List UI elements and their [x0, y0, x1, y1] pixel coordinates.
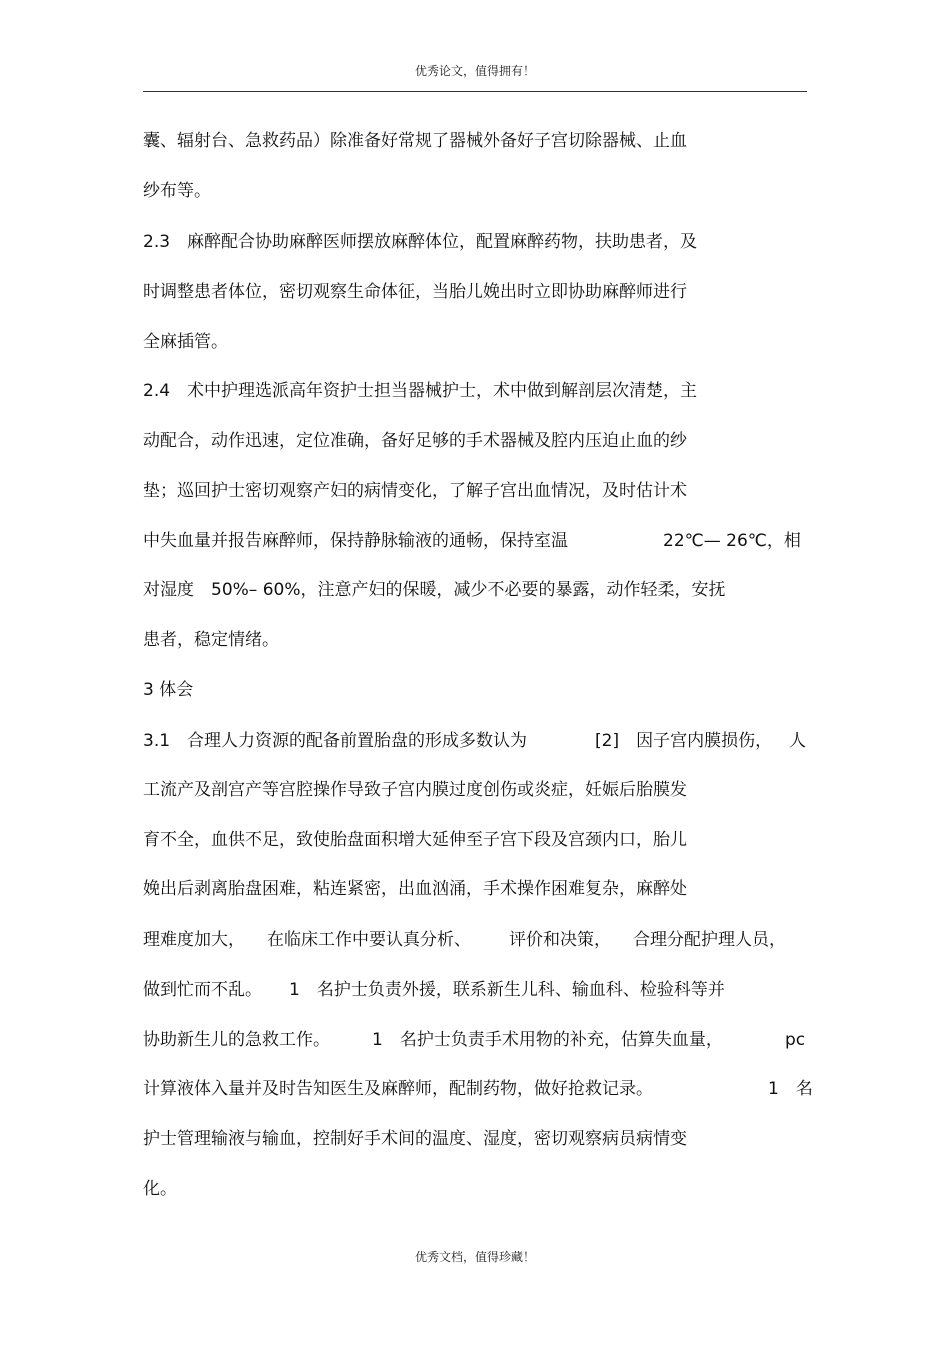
text-segment: 人 [789, 731, 806, 751]
text-segment: 化。 [143, 1179, 177, 1199]
text-segment: 时调整患者体位，密切观察生命体征，当胎儿娩出时立即协助麻醉师进行 [143, 282, 687, 302]
text-segment: 纱布等。 [143, 181, 211, 201]
text-segment: 理难度加大， [143, 930, 245, 950]
text-segment: 1 名护士负责手术用物的补充，估算失血量， [372, 1030, 723, 1050]
text-segment: 中失血量并报告麻醉师，保持静脉输液的通畅，保持室温 [143, 531, 568, 551]
text-segment: 3 体会 [143, 680, 194, 700]
page-footer: 优秀文档，值得珍藏！ [414, 1250, 535, 1264]
text-segment: 1 名护士负责外援，联系新生儿科、输血科、检验科等并 [289, 980, 725, 1000]
text-segment: 对湿度 50%– 60%，注意产妇的保暖，减少不必要的暴露，动作轻柔，安抚 [143, 580, 726, 600]
text-segment: 护士管理输液与输血，控制好手术间的温度、湿度，密切观察病员病情变 [143, 1129, 687, 1149]
text-segment: 全麻插管。 [143, 332, 228, 352]
text-segment: 囊、辐射台、急救药品）除准备好常规了器械外备好子宫切除器械、止血 [143, 131, 687, 151]
text-segment: 评价和决策， [509, 930, 611, 950]
text-segment: 3.1 合理人力资源的配备前置胎盘的形成多数认为 [143, 731, 528, 751]
text-segment: 1 名 [768, 1079, 813, 1099]
text-segment: 2.4 术中护理选派高年资护士担当器械护士，术中做到解剖层次清楚，主 [143, 381, 698, 401]
text-segment: 工流产及剖宫产等宫腔操作导致子宫内膜过度创伤或炎症，妊娠后胎膜发 [143, 780, 687, 800]
text-segment: 2.3 麻醉配合协助麻醉医师摆放麻醉体位，配置麻醉药物，扶助患者，及 [143, 232, 698, 252]
text-segment: 计算液体入量并及时告知医生及麻醉师，配制药物，做好抢救记录。 [143, 1079, 653, 1099]
text-segment: 育不全，血供不足，致使胎盘面积增大延伸至子宫下段及宫颈内口，胎儿 [143, 830, 687, 850]
text-segment: 患者，稳定情绪。 [143, 630, 279, 650]
text-segment: 娩出后剥离胎盘困难，粘连紧密，出血汹涌，手术操作困难复杂，麻醉处 [143, 879, 687, 899]
text-segment: 动配合，动作迅速，定位准确，备好足够的手术器械及腔内压迫止血的纱 [143, 431, 687, 451]
text-segment: 做到忙而不乱。 [143, 980, 262, 1000]
text-segment: 22℃— 26℃，相 [663, 531, 801, 551]
text-segment: 垫；巡回护士密切观察产妇的病情变化，了解子宫出血情况，及时估计术 [143, 481, 687, 501]
header-divider [143, 91, 807, 92]
page-header: 优秀论文，值得拥有！ [414, 64, 535, 78]
text-segment: pc [785, 1030, 806, 1050]
text-segment: [2] 因子宫内膜损伤， [595, 731, 773, 751]
text-segment: 协助新生儿的急救工作。 [143, 1030, 330, 1050]
text-segment: 在临床工作中要认真分析、 [267, 930, 471, 950]
text-segment: 合理分配护理人员， [633, 930, 786, 950]
